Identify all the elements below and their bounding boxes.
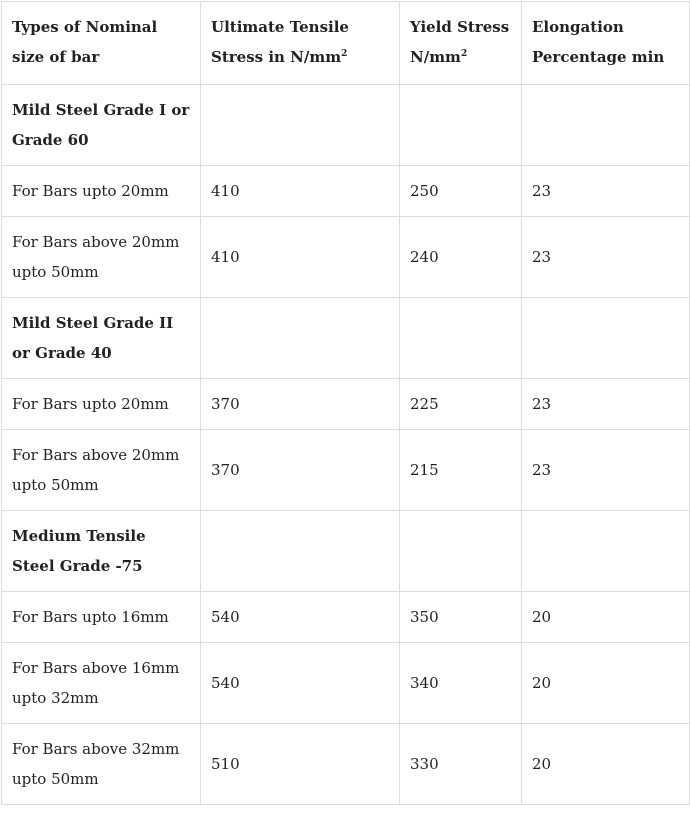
empty-cell xyxy=(400,85,522,166)
bar-size-cell: For Bars above 32mm upto 50mm xyxy=(2,724,201,805)
ultimate-tensile-stress-cell: 510 xyxy=(201,724,400,805)
empty-cell xyxy=(522,85,690,166)
bar-size-cell: For Bars upto 16mm xyxy=(2,592,201,643)
group-header-row xyxy=(2,85,690,166)
bar-size-cell: For Bars above 16mm upto 32mm xyxy=(2,643,201,724)
group-label: Mild Steel Grade I or Grade 60 xyxy=(2,85,201,166)
group-header-row xyxy=(2,511,690,592)
ultimate-tensile-stress-cell: 540 xyxy=(201,643,400,724)
bar-size-cell: For Bars upto 20mm xyxy=(2,166,201,217)
bar-size-cell: For Bars above 20mm upto 50mm xyxy=(2,217,201,298)
ultimate-tensile-stress-cell: 410 xyxy=(201,166,400,217)
group-label: Medium Tensile Steel Grade -75 xyxy=(2,511,201,592)
table-row xyxy=(2,592,690,643)
group-header-row xyxy=(2,298,690,379)
table-row xyxy=(2,379,690,430)
empty-cell xyxy=(522,511,690,592)
yield-stress-cell: 350 xyxy=(400,592,522,643)
header-bar-size: Types of Nominal size of bar xyxy=(2,2,201,85)
elongation-cell: 23 xyxy=(522,430,690,511)
yield-stress-cell: 225 xyxy=(400,379,522,430)
yield-stress-cell: 215 xyxy=(400,430,522,511)
steel-properties-table xyxy=(1,1,690,805)
empty-cell xyxy=(522,298,690,379)
ultimate-tensile-stress-cell: 370 xyxy=(201,430,400,511)
table-row xyxy=(2,643,690,724)
yield-stress-cell: 240 xyxy=(400,217,522,298)
table-body xyxy=(2,85,690,805)
elongation-cell: 23 xyxy=(522,217,690,298)
elongation-cell: 20 xyxy=(522,643,690,724)
header-elongation: Elongation Percentage min xyxy=(522,2,690,85)
yield-stress-cell: 250 xyxy=(400,166,522,217)
superscript-2: 2 xyxy=(341,49,348,59)
empty-cell xyxy=(201,85,400,166)
header-ultimate-tensile-stress: Ultimate Tensile Stress in $N/mm^2$ xyxy=(201,2,400,85)
empty-cell xyxy=(400,298,522,379)
table-row xyxy=(2,430,690,511)
ultimate-tensile-stress-cell: 370 xyxy=(201,379,400,430)
elongation-cell: 20 xyxy=(522,592,690,643)
empty-cell xyxy=(400,511,522,592)
header-row xyxy=(2,2,690,85)
table-header xyxy=(2,2,690,85)
empty-cell xyxy=(201,298,400,379)
elongation-cell: 23 xyxy=(522,379,690,430)
table-row xyxy=(2,166,690,217)
ultimate-tensile-stress-cell: 540 xyxy=(201,592,400,643)
ultimate-tensile-stress-cell: 410 xyxy=(201,217,400,298)
elongation-cell: 20 xyxy=(522,724,690,805)
elongation-cell: 23 xyxy=(522,166,690,217)
header-yield-stress: Yield Stress $N/mm^2$ xyxy=(400,2,522,85)
bar-size-cell: For Bars above 20mm upto 50mm xyxy=(2,430,201,511)
steel-properties-table-container xyxy=(1,1,689,805)
empty-cell xyxy=(201,511,400,592)
superscript-2: 2 xyxy=(460,49,468,59)
table-row xyxy=(2,724,690,805)
yield-stress-cell: 340 xyxy=(400,643,522,724)
bar-size-cell: For Bars upto 20mm xyxy=(2,379,201,430)
table-row xyxy=(2,217,690,298)
yield-stress-cell: 330 xyxy=(400,724,522,805)
group-label: Mild Steel Grade II or Grade 40 xyxy=(2,298,201,379)
